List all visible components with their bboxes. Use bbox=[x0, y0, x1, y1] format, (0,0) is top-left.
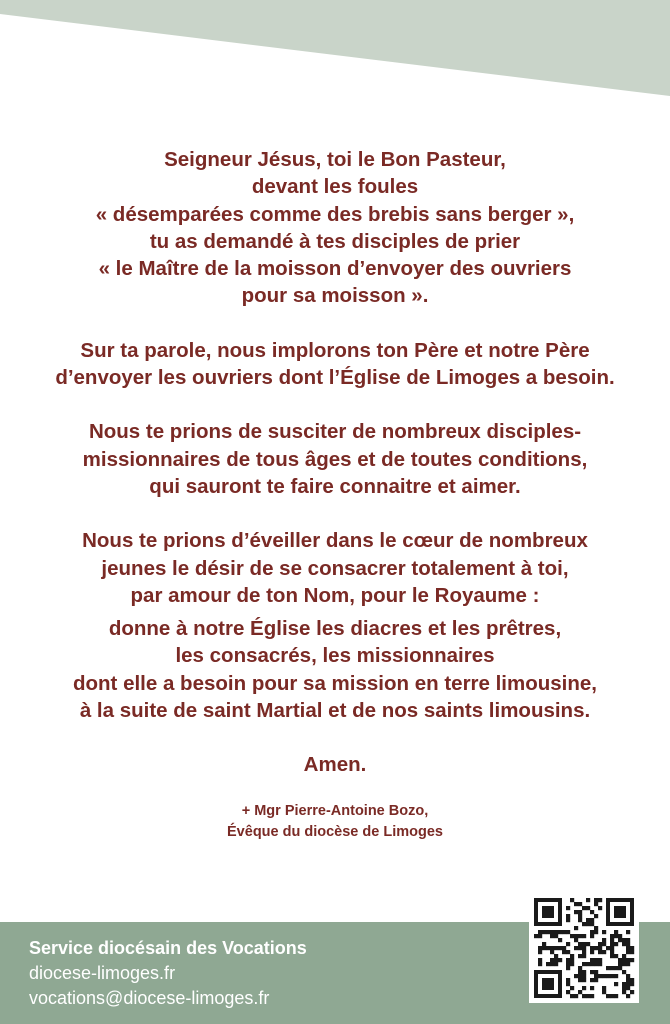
prayer-line: par amour de ton Nom, pour le Royaume : bbox=[130, 583, 540, 607]
prayer-line: dont elle a besoin pour sa mission en terre limousine, bbox=[72, 671, 597, 695]
website-link[interactable]: diocese-limoges.fr bbox=[29, 963, 176, 983]
prayer-line: donne à notre Église les diacres et les prêtres, bbox=[108, 617, 562, 641]
prayer-line: les consacrés, les missionnaires bbox=[175, 644, 495, 668]
prayer-line: Sur ta parole, nous implorons ton Père et notre Père bbox=[80, 338, 590, 362]
signature bbox=[0, 801, 670, 843]
prayer-line: missionnaires de tous âges et de toutes conditions, bbox=[82, 447, 588, 471]
prayer-line: jeunes le désir de se consacrer totalement à toi, bbox=[101, 556, 569, 580]
prayer-line: Seigneur Jésus, toi le Bon Pasteur, bbox=[164, 148, 506, 171]
prayer-line: Nous te prions d’éveiller dans le cœur de nombreux bbox=[82, 529, 588, 553]
stanza-4 bbox=[0, 527, 670, 609]
qr-code-icon[interactable] bbox=[529, 893, 639, 1003]
prayer-text bbox=[0, 146, 670, 843]
prayer-line: Nous te prions de susciter de nombreux disciples- bbox=[88, 420, 582, 444]
stanza-2 bbox=[0, 337, 670, 392]
prayer-line: à la suite de saint Martial et de nos saints limousins. bbox=[79, 699, 591, 723]
prayer-line: pour sa moisson ». bbox=[241, 284, 429, 308]
email-link[interactable]: vocations@diocese-limoges.fr bbox=[29, 988, 270, 1008]
prayer-line: « désemparées comme des brebis sans berger », bbox=[95, 202, 575, 226]
prayer-line: devant les foules bbox=[251, 175, 419, 199]
prayer-line: qui sauront te faire connaitre et aimer. bbox=[149, 474, 521, 498]
footer-title: Service diocésain des Vocations bbox=[29, 938, 307, 958]
stanza-5 bbox=[0, 615, 670, 724]
top-decorative-band bbox=[0, 0, 670, 100]
amen: Amen. bbox=[303, 753, 367, 777]
stanza-3 bbox=[0, 418, 670, 500]
prayer-line: tu as demandé à tes disciples de prier bbox=[149, 229, 521, 253]
signature-title: Évêque du diocèse de Limoges bbox=[227, 823, 443, 840]
stanza-1 bbox=[0, 146, 670, 310]
prayer-line: d’envoyer les ouvriers dont l’Église de Limoges a besoin. bbox=[55, 366, 615, 390]
signature-name: + Mgr Pierre-Antoine Bozo, bbox=[241, 802, 429, 819]
prayer-line: « le Maître de la moisson d’envoyer des ouvriers bbox=[98, 257, 572, 281]
